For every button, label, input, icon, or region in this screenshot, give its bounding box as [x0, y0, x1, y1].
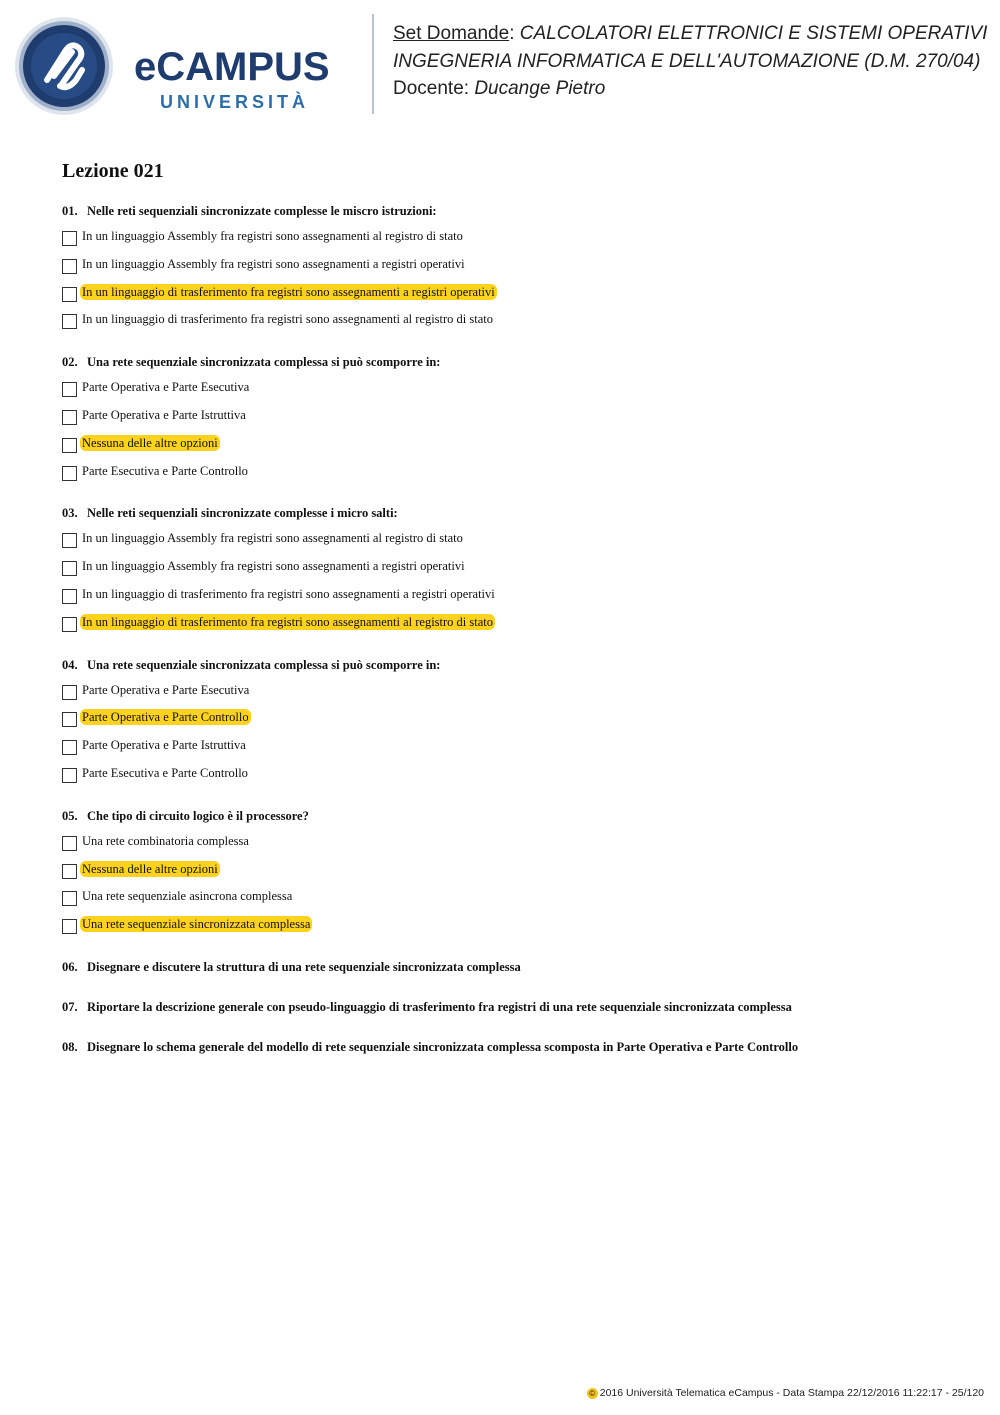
answer-option-correct[interactable] [62, 861, 962, 889]
answer-option[interactable] [62, 256, 962, 284]
answer-checkbox[interactable] [62, 836, 77, 851]
header-line-3 [393, 75, 993, 103]
answer-text: In un linguaggio Assembly fra registri sono assegnamenti al registro di stato [82, 531, 463, 546]
question-number: 04. [62, 657, 78, 672]
question-number: 06. [62, 959, 78, 974]
teacher-name: Ducange Pietro [474, 78, 606, 99]
answer-checkbox[interactable] [62, 561, 77, 576]
answer-checkbox[interactable] [62, 768, 77, 783]
answer-text: Parte Esecutiva e Parte Controllo [82, 463, 248, 478]
answer-option[interactable] [62, 833, 962, 861]
question-text: Nelle reti sequenziali sincronizzate complesse le miscro istruzioni: [87, 204, 437, 218]
question-number: 01. [62, 204, 78, 218]
answer-checkbox[interactable] [62, 314, 77, 329]
answer-checkbox[interactable] [62, 287, 77, 302]
answer-option[interactable] [62, 765, 962, 793]
answer-checkbox[interactable] [62, 382, 77, 397]
question-title [62, 504, 962, 522]
answer-text-highlighted: Nessuna delle altre opzioni [82, 861, 218, 876]
answer-text-highlighted: Una rete sequenziale sincronizzata complessa [82, 917, 311, 932]
question-title [62, 807, 962, 825]
question-text: Una rete sequenziale sincronizzata complessa si può scomporre in: [87, 355, 441, 370]
answer-checkbox[interactable] [62, 410, 77, 425]
answer-option[interactable] [62, 530, 962, 558]
answer-text: In un linguaggio di trasferimento fra registri sono assegnamenti al registro di stato [82, 312, 494, 327]
answer-option-correct[interactable] [62, 284, 962, 312]
answer-checkbox[interactable] [62, 466, 77, 481]
question-title [62, 656, 962, 674]
ecampus-logo [14, 14, 364, 118]
answer-option[interactable] [62, 586, 962, 614]
logo-wordmark: eCAMPUS [134, 45, 330, 89]
question-text: Nelle reti sequenziali sincronizzate complesse i micro salti: [87, 506, 398, 521]
answer-option[interactable] [62, 558, 962, 586]
answer-option-correct[interactable] [62, 709, 962, 737]
answer-option-correct[interactable] [62, 916, 962, 944]
answer-option[interactable] [62, 379, 962, 407]
answer-option[interactable] [62, 463, 962, 491]
teacher-label: Docente: [393, 78, 470, 99]
open-question-06 [62, 958, 962, 998]
footer-text: 2016 Università Telematica eCampus - Data Stampa 22/12/2016 11:22:17 - 25/120 [599, 1387, 984, 1399]
question-04 [62, 656, 962, 793]
answer-text: In un linguaggio Assembly fra registri sono assegnamenti a registri operativi [82, 256, 465, 271]
answer-checkbox[interactable] [62, 919, 77, 934]
logo-subtext: UNIVERSITÀ [160, 92, 310, 112]
answer-text-highlighted: Nessuna delle altre opzioni [82, 435, 218, 450]
question-text: Riportare la descrizione generale con pseudo-linguaggio di trasferimento fra registri di una rete sequenziale sincronizzata complessa [87, 999, 792, 1014]
answer-text: In un linguaggio Assembly fra registri sono assegnamenti a registri operativi [82, 559, 465, 574]
answer-text: Parte Operativa e Parte Istruttiva [82, 407, 246, 422]
question-03 [62, 504, 962, 641]
answer-option[interactable] [62, 888, 962, 916]
question-title [62, 353, 962, 371]
answer-checkbox[interactable] [62, 438, 77, 453]
open-question-08 [62, 1038, 962, 1078]
answer-text-highlighted: In un linguaggio di trasferimento fra registri sono assegnamenti al registro di stato [82, 614, 494, 629]
header-line-2 [393, 48, 993, 76]
question-number: 05. [62, 808, 78, 823]
question-number: 03. [62, 506, 78, 521]
answer-text: Una rete combinatoria complessa [82, 833, 249, 848]
answer-option-correct[interactable] [62, 435, 962, 463]
answer-checkbox[interactable] [62, 259, 77, 274]
answer-checkbox[interactable] [62, 589, 77, 604]
header-line-1 [393, 20, 993, 48]
answer-checkbox[interactable] [62, 891, 77, 906]
answer-text: Parte Operativa e Parte Istruttiva [82, 738, 246, 753]
header-divider [372, 14, 374, 114]
set-colon: : [509, 23, 515, 44]
header-info [393, 20, 993, 103]
answer-text: In un linguaggio Assembly fra registri sono assegnamenti al registro di stato [82, 229, 463, 243]
answer-text: Una rete sequenziale asincrona complessa [82, 889, 293, 904]
answer-text: Parte Operativa e Parte Esecutiva [82, 682, 250, 697]
question-text: Disegnare e discutere la struttura di una rete sequenziale sincronizzata complessa [87, 959, 521, 974]
question-number: 08. [62, 1039, 78, 1054]
answer-option[interactable] [62, 737, 962, 765]
question-number: 02. [62, 355, 78, 370]
question-05 [62, 807, 962, 944]
answer-checkbox[interactable] [62, 864, 77, 879]
answer-option[interactable] [62, 311, 962, 339]
question-title [62, 202, 962, 220]
question-02 [62, 353, 962, 490]
answer-option[interactable] [62, 228, 962, 256]
question-number: 07. [62, 999, 78, 1014]
answer-text-highlighted: Parte Operativa e Parte Controllo [82, 710, 249, 725]
question-list [62, 202, 962, 1078]
question-text: Che tipo di circuito logico è il processore? [87, 808, 309, 823]
answer-text-highlighted: In un linguaggio di trasferimento fra registri sono assegnamenti a registri operativi [82, 284, 495, 299]
answer-checkbox[interactable] [62, 740, 77, 755]
question-text: Una rete sequenziale sincronizzata complessa si può scomporre in: [87, 657, 441, 672]
answer-checkbox[interactable] [62, 685, 77, 700]
answer-text: In un linguaggio di trasferimento fra registri sono assegnamenti a registri operativi [82, 586, 495, 601]
question-text: Disegnare lo schema generale del modello di rete sequenziale sincronizzata complessa scomposta in Parte Operativa e Parte Controllo [87, 1039, 799, 1054]
answer-option[interactable] [62, 407, 962, 435]
answer-option[interactable] [62, 682, 962, 710]
answer-checkbox[interactable] [62, 617, 77, 632]
page-header [0, 0, 1000, 130]
copyright-icon: © [587, 1388, 598, 1399]
answer-checkbox[interactable] [62, 533, 77, 548]
course-program: INGEGNERIA INFORMATICA E DELL'AUTOMAZIONE (D.M. 270/04) [393, 50, 981, 72]
answer-checkbox[interactable] [62, 712, 77, 727]
ecampus-logo-graphic [14, 14, 364, 118]
page-footer [587, 1387, 984, 1399]
lesson-title: Lezione 021 [62, 160, 164, 182]
answer-checkbox[interactable] [62, 231, 77, 246]
answer-text: Parte Esecutiva e Parte Controllo [82, 765, 248, 780]
course-title: CALCOLATORI ELETTRONICI E SISTEMI OPERATIVI [519, 23, 988, 44]
answer-option-correct[interactable] [62, 614, 962, 642]
answer-text: Parte Operativa e Parte Esecutiva [82, 380, 250, 395]
open-question-07 [62, 998, 962, 1038]
set-label: Set Domande [393, 23, 510, 44]
question-01 [62, 202, 962, 339]
